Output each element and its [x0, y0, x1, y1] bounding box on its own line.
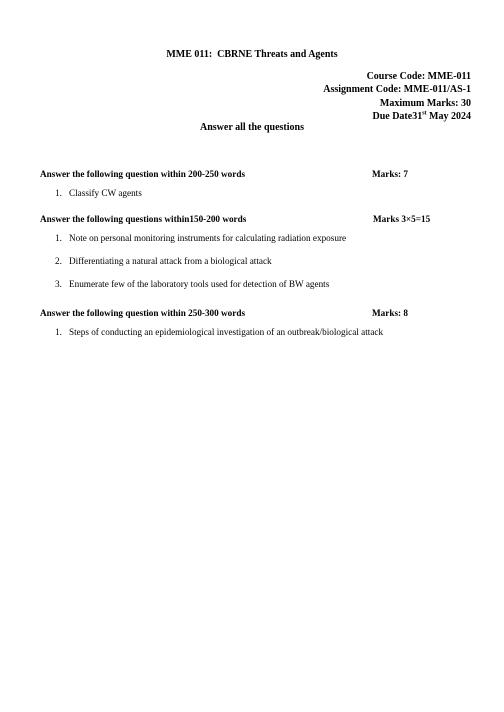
course-meta-block	[323, 70, 471, 123]
due-date-suffix: May 2024	[426, 110, 471, 122]
question-number: 1.	[55, 188, 62, 198]
due-date-ordinal: st	[422, 110, 427, 117]
question-text: Steps of conducting an epidemiological investigation of an outbreak/biological attack	[69, 327, 384, 337]
section-3-marks: Marks: 8	[372, 308, 408, 318]
question-text: Note on personal monitoring instruments for calculating radiation exposure	[69, 233, 347, 243]
due-date-prefix: Due Date31	[372, 110, 423, 122]
document-title: MME 011: CBRNE Threats and Agents	[166, 49, 338, 60]
section-3-question-1	[55, 327, 383, 337]
section-2-question-1	[55, 233, 346, 243]
section-2-question-2	[55, 256, 272, 266]
assignment-code: Assignment Code: MME-011/AS-1	[323, 84, 471, 96]
section-1-question-1	[55, 188, 142, 198]
general-instruction: Answer all the questions	[200, 122, 304, 133]
section-1-heading: Answer the following question within 200-250 words	[40, 169, 246, 179]
section-2-question-3	[55, 279, 329, 289]
section-1-marks: Marks: 7	[372, 169, 408, 179]
question-number: 1.	[55, 327, 62, 337]
question-text: Enumerate few of the laboratory tools used for detection of BW agents	[69, 279, 330, 289]
section-2-marks: Marks 3×5=15	[373, 214, 431, 224]
question-number: 2.	[55, 256, 62, 266]
question-text: Differentiating a natural attack from a biological attack	[69, 256, 272, 266]
course-code: Course Code: MME-011	[366, 71, 471, 82]
question-text: Classify CW agents	[69, 188, 142, 198]
question-number: 3.	[55, 279, 62, 289]
question-number: 1.	[55, 233, 62, 243]
maximum-marks: Maximum Marks: 30	[379, 97, 471, 109]
section-2-heading: Answer the following questions within150-200 words	[40, 214, 247, 224]
section-3-heading: Answer the following question within 250-300 words	[40, 308, 246, 318]
